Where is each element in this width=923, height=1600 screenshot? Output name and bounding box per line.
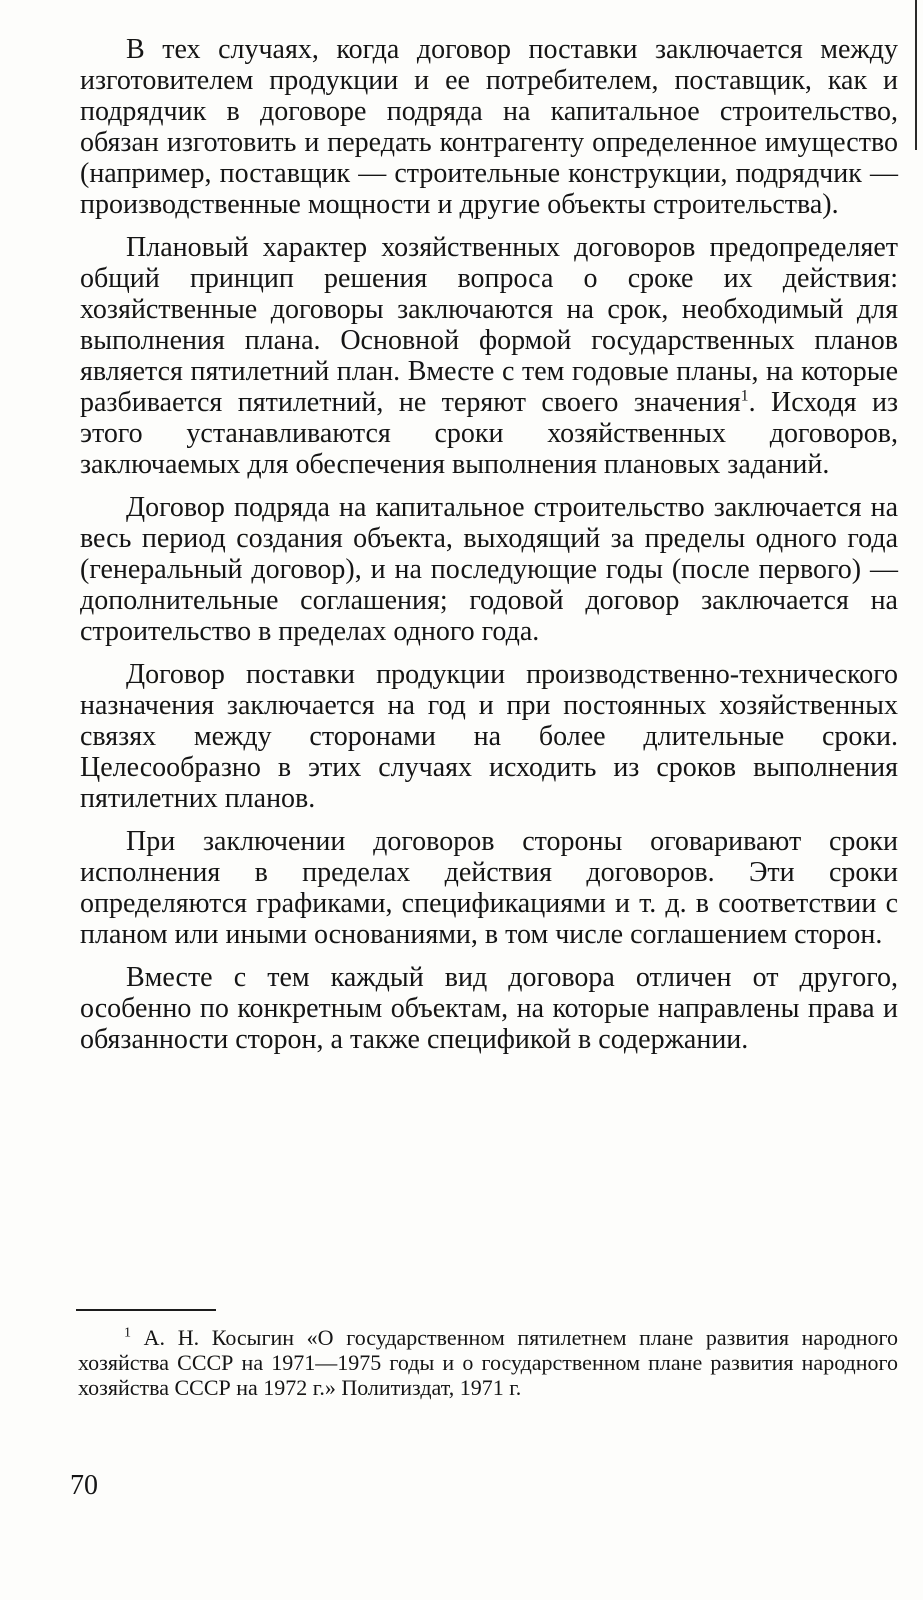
main-text [80, 34, 898, 1067]
footnote-text: А. Н. Косыгин «О государственном пятилетнем плане развития народного хозяйства СССР на 1971—1975 годы и о государственном плане развития народного хозяйства СССР на 1972 г.» Политиздат, 1971 г. [78, 1325, 898, 1400]
paragraph-2-continuation: . Исходя из этого устанавливаются сроки хозяйственных договоров, заключаемых для обеспечения выполнения плановых заданий. [80, 387, 899, 480]
paragraph-1: В тех случаях, когда договор поставки заключается между изготовителем продукции и ее потребителем, поставщик, как и подрядчик в договоре подряда на капитальное строительство, обязан изготовить и передать контрагенту определенное имущество (например, поставщик — строительные конструкции, подрядчик — производственные мощности и другие объекты строительства). [80, 34, 898, 220]
paragraph-6: Вместе с тем каждый вид договора отличен от другого, особенно по конкретным объектам, на которые направлены права и обязанности сторон, а также спецификой в содержании. [80, 962, 898, 1055]
page-edge-line [915, 0, 917, 150]
page-number: 70 [70, 1470, 98, 1501]
footnote-mark: 1 [124, 1325, 131, 1341]
paragraph-5: При заключении договоров стороны оговаривают сроки исполнения в пределах действия договоров. Эти сроки определяются графиками, спецификациями и т. д. в соответствии с планом или иными основаниями, в том числе соглашением сторон. [80, 826, 898, 950]
footnote [78, 1325, 898, 1400]
footnote-reference[interactable]: 1 [740, 387, 749, 405]
paragraph-4: Договор поставки продукции производственно-технического назначения заключается на год и при постоянных хозяйственных связях между сторонами на более длительные сроки. Целесообразно в этих случаях исходить из сроков выполнения пятилетних планов. [80, 659, 898, 814]
footnote-separator [76, 1309, 216, 1311]
paragraph-3: Договор подряда на капитальное строительство заключается на весь период создания объекта, выходящий за пределы одного года (генеральный договор), и на последующие годы (после первого) — дополнительные соглашения; годовой договор заключается на строительство в пределах одного года. [80, 492, 898, 647]
paragraph-2 [80, 232, 898, 480]
paragraph-2-text: Плановый характер хозяйственных договоров предопределяет общий принцип решения вопроса о сроке их действия: хозяйственные договоры заключаются на срок, необходимый для выполнения плана. Основной формой государственных планов является пятилетний план. Вместе с тем годовые планы, на которые разбивается пятилетний, не теряют своего значения [80, 232, 898, 418]
